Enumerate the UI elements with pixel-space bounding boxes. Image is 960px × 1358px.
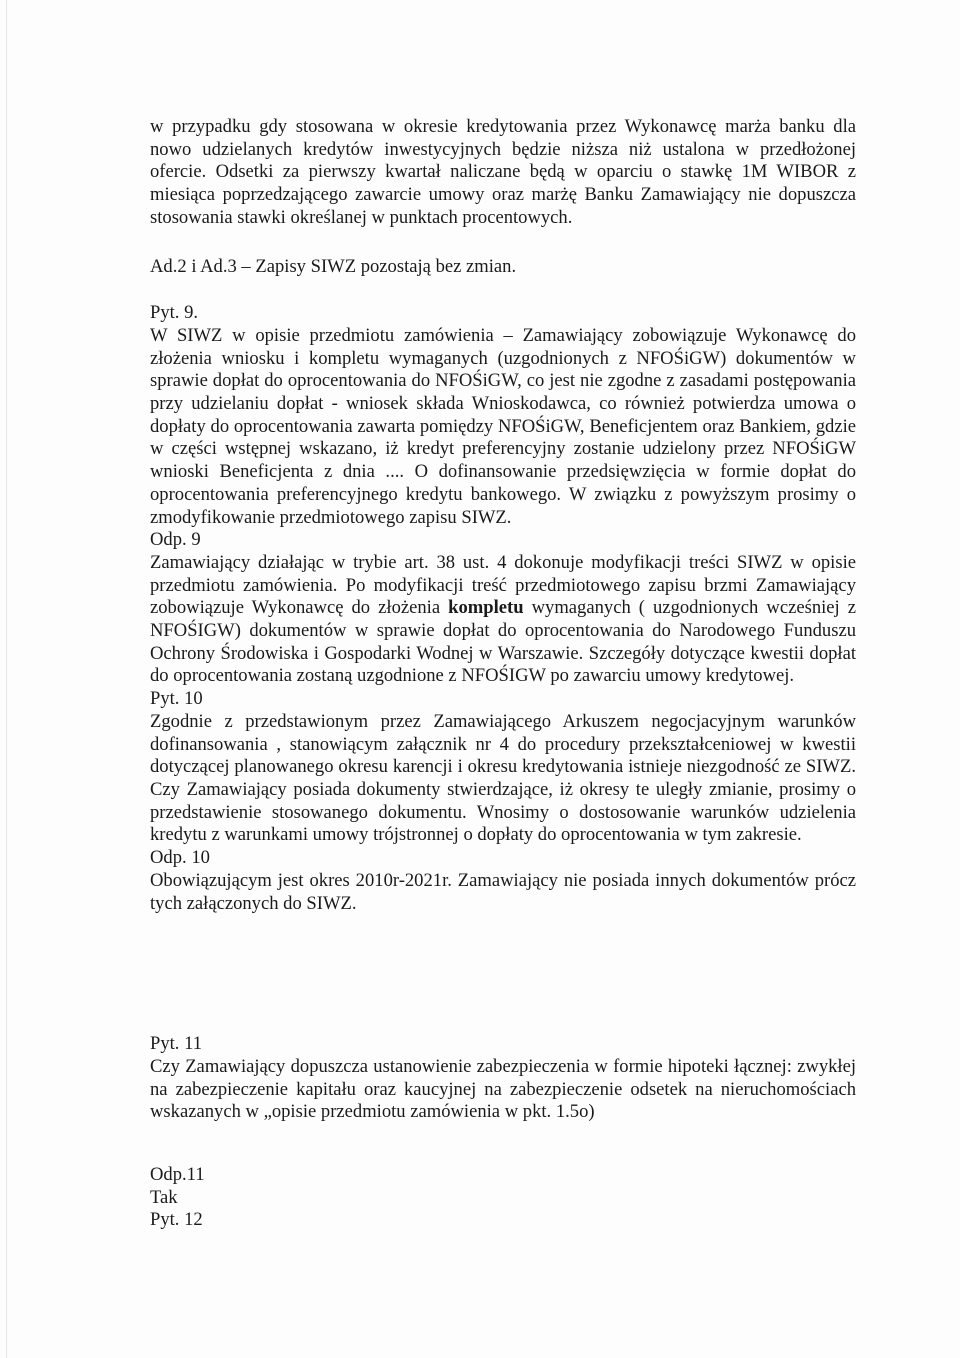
question-10-text: Zgodnie z przedstawionym przez Zamawiającego Arkuszem negocjacyjnym warunków dofinansowania , stanowiącym załącznik nr 4 do procedury przekształceniowej w kwestii dotyczącej planowanego okresu karencji i okresu kredytowania istnieje niezgodność ze SIWZ. Czy Zamawiający posiada dokumenty stwierdzające, iż okresy te uległy zmianie, prosimy o przedstawienie stosowanego dokumentu. Wnosimy o dostosowanie warunków udzielenia kredytu z warunkami umowy trójstronnej o dopłaty do oprocentowania w tym zakresie. <box>150 710 856 846</box>
question-11-label: Pyt. 11 <box>150 1033 203 1055</box>
answer-9-bold-word: kompletu <box>448 597 524 619</box>
question-10-label: Pyt. 10 <box>150 688 203 710</box>
question-9-text: W SIWZ w opisie przedmiotu zamówienia – Zamawiający zobowiązuje Wykonawcę do złożenia wniosku i kompletu wymaganych (uzgodnionych z NFOŚiGW) dokumentów w sprawie dopłat do oprocentowania do NFOŚiGW, co jest nie zgodne z zasadami postępowania przy udzielaniu dopłat - wniosek składa Wnioskodawca, co również potwierdza umowa o dopłaty do oprocentowania zawarta pomiędzy NFOŚiGW, Beneficjentem oraz Bankiem, gdzie w części wstępnej wskazano, iż kredyt preferencyjny zostanie udzielony przez NFOŚiGW wnioski Beneficjenta z dnia .... O dofinansowanie przedsięwzięcia w formie dopłat do oprocentowania preferencyjnego kredytu bankowego. W związku z powyższym prosimy o zmodyfikowanie przedmiotowego zapisu SIWZ. <box>150 324 856 528</box>
answer-9-text-part-2: wymaganych ( uzgodnionych wcześniej z NFOŚIGW) dokumentów w sprawie dopłat do oprocentowania do Narodowego Funduszu Ochrony Środowiska i Gospodarki Wodnej w Warszawie. Szczegóły dotyczące kwestii dopłat do oprocentowania zostaną uzgodnione z NFOŚIGW po zawarciu umowy kredytowej. <box>150 597 857 687</box>
question-12-label: Pyt. 12 <box>150 1209 203 1231</box>
scan-edge <box>6 0 7 1358</box>
document-body <box>150 116 856 1232</box>
ad-line: Ad.2 i Ad.3 – Zapisy SIWZ pozostają bez zmian. <box>150 255 517 277</box>
answer-10-text: Obowiązującym jest okres 2010r-2021r. Zamawiający nie posiada innych dokumentów prócz tych załączonych do SIWZ. <box>150 869 856 914</box>
question-11-text: Czy Zamawiający dopuszcza ustanowienie zabezpieczenia w formie hipoteki łącznej: zwykłej na zabezpieczenie kapitału oraz kaucyjnej na zabezpieczenie odsetek na nieruchomościach wskazanych w „opisie przedmiotu zamówienia w pkt. 1.5o) <box>150 1055 856 1123</box>
answer-9-label: Odp. 9 <box>150 529 201 551</box>
answer-9-text <box>150 552 856 688</box>
intro-paragraph: w przypadku gdy stosowana w okresie kredytowania przez Wykonawcę marża banku dla nowo udzielanych kredytów inwestycyjnych będzie niższa niż ustalona w przedłożonej ofercie. Odsetki za pierwszy kwartał naliczane będą w oparciu o stawkę 1M WIBOR z miesiąca poprzedzającego zawarcie umowy oraz marżę Banku Zamawiający nie dopuszcza stosowania stawki określanej w punktach procentowych. <box>150 116 856 228</box>
answer-9-text-part-1: Zamawiający działając w trybie art. 38 ust. 4 dokonuje modyfikacji treści SIWZ w opisie przedmiotu zamówienia. Po modyfikacji treść przedmiotowego zapisu brzmi Zamawiający zobowiązuje Wykonawcę do złożenia <box>150 551 856 619</box>
question-9-label: Pyt. 9. <box>150 302 199 324</box>
answer-10-label: Odp. 10 <box>150 847 210 869</box>
answer-11-label: Odp.11 <box>150 1164 205 1186</box>
answer-11-text: Tak <box>150 1186 178 1208</box>
